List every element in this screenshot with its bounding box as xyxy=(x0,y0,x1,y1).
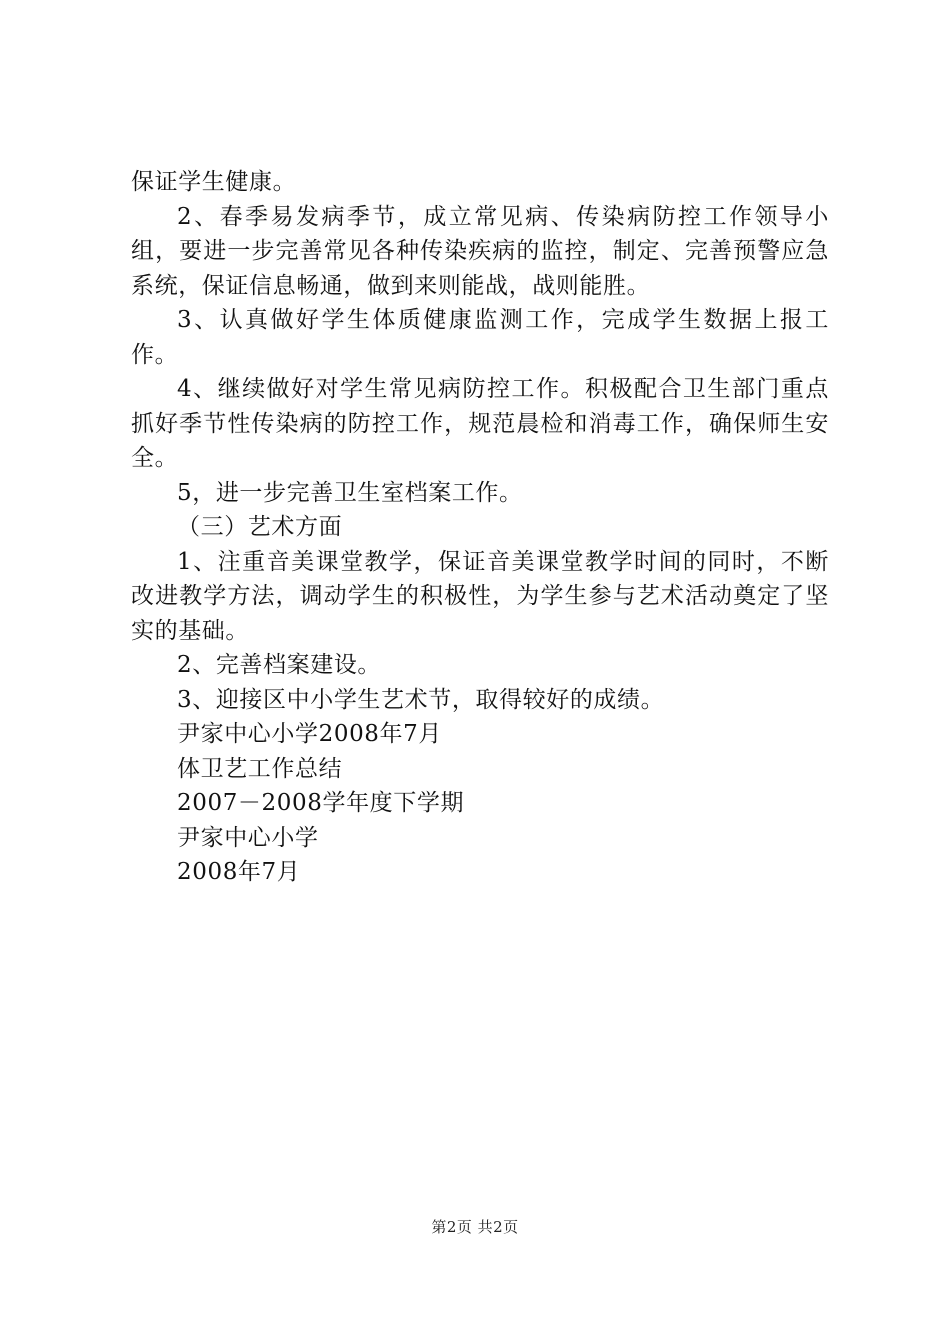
paragraph-art-item-2: 2、完善档案建设。 xyxy=(177,652,382,678)
signature-term: 2007－2008学年度下学期 xyxy=(177,790,465,816)
page-number-footer: 第2页 共2页 xyxy=(431,1218,519,1236)
paragraph-item-4: 4、继续做好对学生常见病防控工作。积极配合卫生部门重点抓好季节性传染病的防控工作，规范晨检和消毒工作，确保师生安全。 xyxy=(131,376,829,471)
document-body xyxy=(131,165,829,890)
signature-report-title: 体卫艺工作总结 xyxy=(177,755,343,782)
signature-date: 2008年7月 xyxy=(177,859,301,885)
section-heading-art: （三）艺术方面 xyxy=(177,514,343,540)
signature-school-date: 尹家中心小学2008年7月 xyxy=(177,721,442,747)
paragraph-item-3: 3、认真做好学生体质健康监测工作，完成学生数据上报工作。 xyxy=(131,307,829,368)
signature-school: 尹家中心小学 xyxy=(177,824,319,851)
paragraph-art-item-1: 1、注重音美课堂教学，保证音美课堂教学时间的同时，不断改进教学方法，调动学生的积极性，为学生参与艺术活动奠定了坚实的基础。 xyxy=(131,548,829,644)
paragraph-item-5: 5，进一步完善卫生室档案工作。 xyxy=(177,479,523,506)
paragraph-art-item-3: 3、迎接区中小学生艺术节，取得较好的成绩。 xyxy=(177,686,665,713)
paragraph-continuation: 保证学生健康。 xyxy=(131,169,297,195)
paragraph-item-2: 2、春季易发病季节，成立常见病、传染病防控工作领导小组，要进一步完善常见各种传染疾病的监控，制定、完善预警应急系统，保证信息畅通，做到来则能战，战则能胜。 xyxy=(131,203,829,299)
